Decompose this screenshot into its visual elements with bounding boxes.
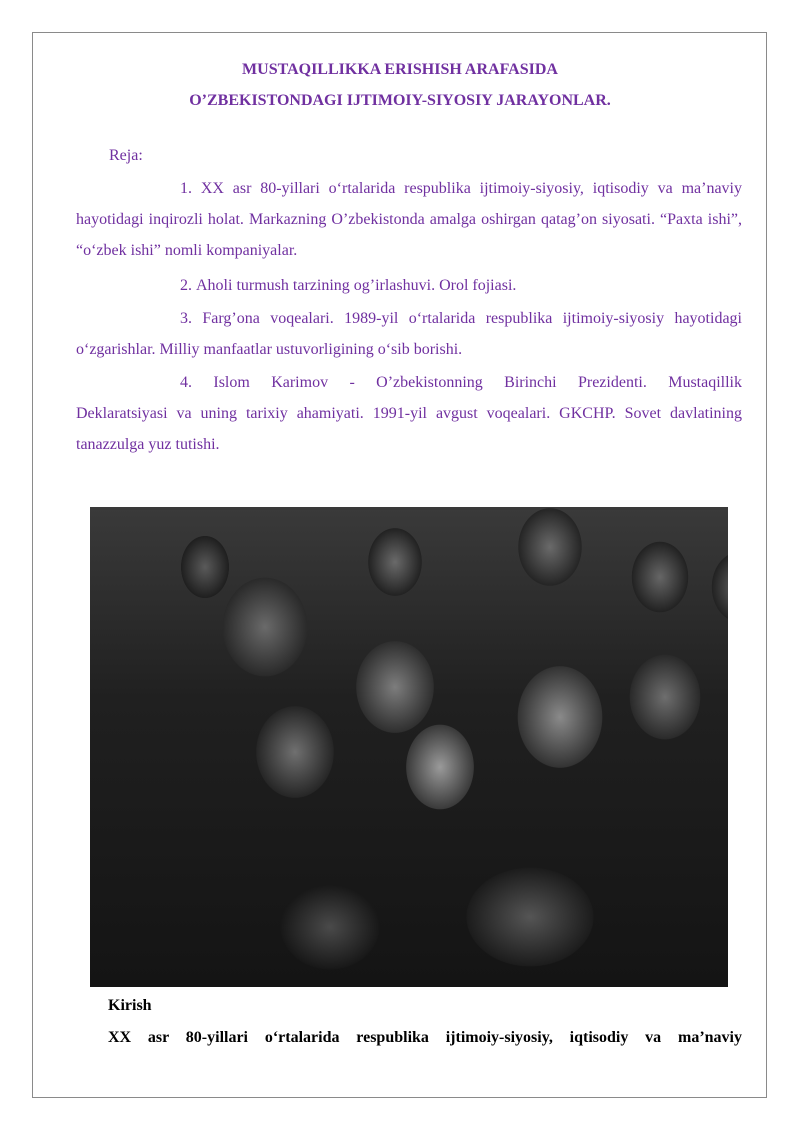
plan-item-text: Aholi turmush tarzining og’irlashuvi. Orol fojiasi. — [196, 277, 517, 294]
plan-item-number: 1. — [180, 180, 192, 197]
plan-item-number: 4. — [180, 374, 192, 391]
document-title-line-1: MUSTAQILLIKKA ERISHISH ARAFASIDA — [242, 61, 558, 78]
plan-item-text-continued: Deklaratsiyasi va uning tarixiy ahamiyati. 1991-yil avgust voqealari. GKCHP. Sovet davlatining tanazzulga yuz tutishi. — [76, 405, 742, 453]
plan-item-4 — [76, 367, 742, 460]
plan-item-1 — [76, 173, 742, 266]
intro-paragraph: XX asr 80-yillari o‘rtalarida respublika ijtimoiy-siyosiy, iqtisodiy va ma’naviy — [108, 1029, 742, 1046]
plan-item-first-line — [76, 367, 742, 398]
plan-item-text: Farg’ona voqealari. 1989-yil o‘rtalarida respublika ijtimoiy-siyosiy hayotidagi o‘zgarishlar. Milliy manfaatlar ustuvorligining o‘sib borishi. — [76, 310, 742, 358]
plan-item-3 — [76, 303, 742, 365]
plan-item-text: XX asr 80-yillari o‘rtalarida respublika ijtimoiy-siyosiy, iqtisodiy va ma’naviy hayotidagi inqirozli holat. Markazning O’zbekistonda amalga oshirgan qatag’on siyosati. “Paxta ishi”, “o‘zbek ishi” nomli kompaniyalar. — [76, 180, 742, 259]
plan-item-number: 2. — [180, 277, 192, 294]
plan-item-text: Islom Karimov - O’zbekistonning Birinchi Prezidenti. Mustaqillik — [213, 374, 742, 391]
section-heading-kirish: Kirish — [108, 997, 152, 1014]
document-title-line-2: O’ZBEKISTONDAGI IJTIMOIY-SIYOSIY JARAYONLAR. — [189, 92, 611, 109]
plan-item-number: 3. — [180, 310, 192, 327]
plan-label: Reja: — [109, 147, 143, 164]
historical-crowd-photo — [78, 507, 728, 987]
plan-item-2 — [76, 270, 742, 301]
